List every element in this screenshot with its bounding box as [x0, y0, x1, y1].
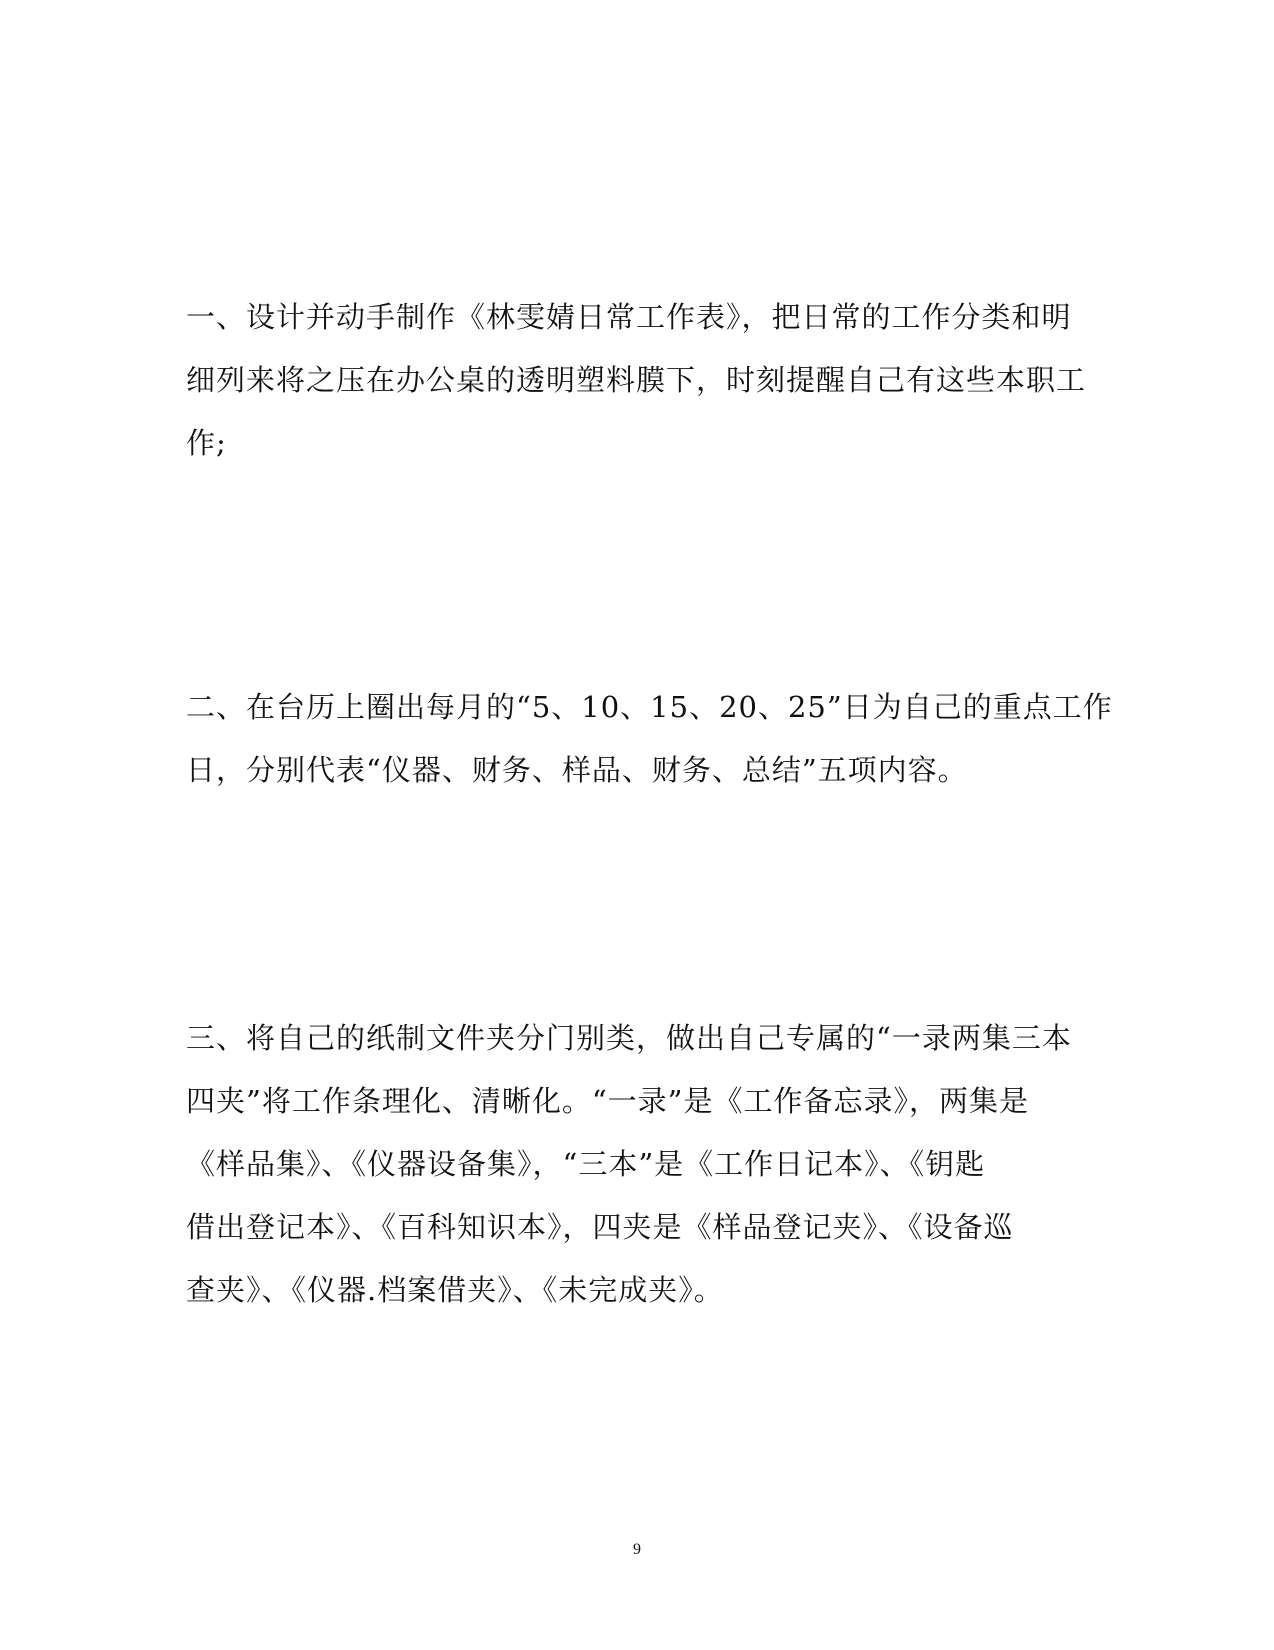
- paragraph-3: [186, 1007, 1086, 1322]
- paragraph-line: 借出登记本》、《百科知识本》，四夹是《样品登记夹》、《设备巡: [186, 1210, 1014, 1244]
- paragraph-2: [186, 676, 1113, 802]
- paragraph-line: 二、在台历上圈出每月的“5、10、15、20、25”日为自己的重点工作: [186, 690, 1113, 724]
- paragraph-1: [186, 286, 1086, 475]
- paragraph-line: 一、设计并动手制作《林雯婧日常工作表》，把日常的工作分类和明: [186, 300, 1072, 334]
- page-number: 9: [633, 1541, 641, 1558]
- paragraph-line: 作;: [186, 426, 227, 460]
- paragraph-line: 细列来将之压在办公桌的透明塑料膜下，时刻提醒自己有这些本职工: [186, 363, 1087, 397]
- paragraph-line: 《样品集》、《仪器设备集》，“三本”是《工作日记本》、《钥匙: [186, 1147, 986, 1181]
- paragraph-line: 三、将自己的纸制文件夹分门别类，做出自己专属的“一录两集三本: [186, 1021, 1072, 1055]
- paragraph-line: 查夹》、《仪器.档案借夹》、《未完成夹》。: [186, 1273, 724, 1307]
- paragraph-line: 四夹”将工作条理化、清晰化。“一录”是《工作备忘录》，两集是: [186, 1084, 1029, 1118]
- paragraph-line: 日，分别代表“仪器、财务、样品、财务、总结”五项内容。: [186, 753, 968, 787]
